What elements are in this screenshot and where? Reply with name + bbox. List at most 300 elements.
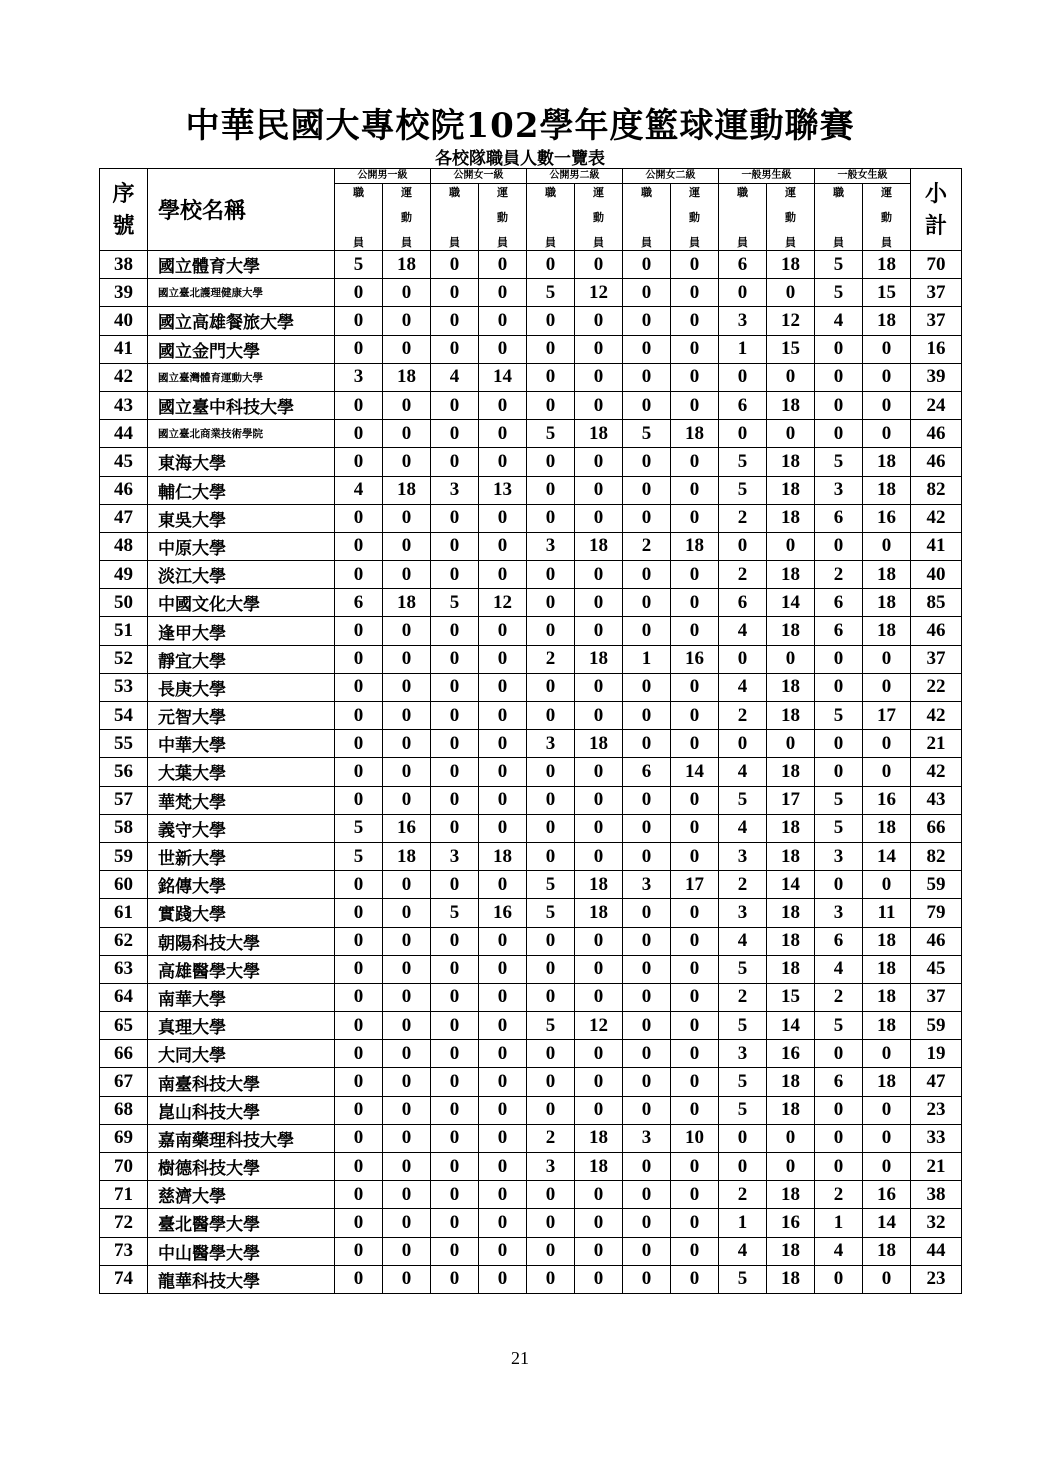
count-cell: 18: [863, 983, 911, 1011]
count-cell: 0: [479, 1040, 527, 1068]
count-cell: 0: [527, 504, 575, 532]
count-cell: 0: [527, 786, 575, 814]
count-cell: 0: [623, 251, 671, 279]
row-total: 16: [911, 335, 962, 363]
school-name: 國立臺北商業技術學院: [148, 420, 335, 448]
table-row: [100, 251, 962, 279]
count-cell: 0: [575, 307, 623, 335]
count-cell: 0: [767, 1153, 815, 1181]
header-athlete: 運 動 員: [671, 184, 719, 251]
count-cell: 0: [719, 1153, 767, 1181]
count-cell: 2: [719, 504, 767, 532]
count-cell: 14: [479, 363, 527, 391]
header-staff: 職 員: [335, 184, 383, 251]
count-cell: 0: [479, 955, 527, 983]
table-row: [100, 363, 962, 391]
school-name: 國立高雄餐旅大學: [148, 307, 335, 335]
count-cell: 0: [671, 814, 719, 842]
count-cell: 0: [335, 673, 383, 701]
count-cell: 0: [671, 786, 719, 814]
count-cell: 0: [575, 983, 623, 1011]
count-cell: 2: [719, 1181, 767, 1209]
count-cell: 5: [719, 786, 767, 814]
count-cell: 0: [383, 279, 431, 307]
count-cell: 0: [431, 1265, 479, 1293]
count-cell: 0: [383, 1096, 431, 1124]
table-row: [100, 1153, 962, 1181]
count-cell: 0: [575, 448, 623, 476]
row-total: 59: [911, 1012, 962, 1040]
count-cell: 0: [479, 758, 527, 786]
count-cell: 0: [863, 730, 911, 758]
count-cell: 5: [815, 814, 863, 842]
school-name: 高雄醫學大學: [148, 955, 335, 983]
count-cell: 18: [767, 814, 815, 842]
count-cell: 18: [863, 476, 911, 504]
count-cell: 2: [719, 702, 767, 730]
count-cell: 4: [719, 673, 767, 701]
row-seq: 42: [100, 363, 148, 391]
count-cell: 2: [719, 561, 767, 589]
count-cell: 0: [431, 927, 479, 955]
count-cell: 0: [383, 673, 431, 701]
row-total: 32: [911, 1209, 962, 1237]
school-name: 南臺科技大學: [148, 1068, 335, 1096]
row-total: 59: [911, 871, 962, 899]
count-cell: 11: [863, 899, 911, 927]
header-group: 一般女生級: [815, 169, 911, 184]
school-name: 東海大學: [148, 448, 335, 476]
school-name: 國立臺中科技大學: [148, 391, 335, 419]
count-cell: 0: [335, 279, 383, 307]
count-cell: 0: [335, 1068, 383, 1096]
count-cell: 0: [815, 1040, 863, 1068]
school-name: 嘉南藥理科技大學: [148, 1124, 335, 1152]
count-cell: 0: [671, 335, 719, 363]
count-cell: 0: [383, 391, 431, 419]
count-cell: 0: [479, 814, 527, 842]
count-cell: 4: [719, 814, 767, 842]
count-cell: 0: [335, 420, 383, 448]
count-cell: 0: [671, 561, 719, 589]
count-cell: 0: [575, 504, 623, 532]
count-cell: 0: [575, 1068, 623, 1096]
count-cell: 0: [671, 673, 719, 701]
count-cell: 3: [623, 1124, 671, 1152]
count-cell: 0: [527, 589, 575, 617]
count-cell: 4: [719, 1237, 767, 1265]
table-row: [100, 730, 962, 758]
count-cell: 6: [719, 589, 767, 617]
count-cell: 0: [479, 645, 527, 673]
count-cell: 0: [431, 1068, 479, 1096]
table-row: [100, 786, 962, 814]
count-cell: 16: [767, 1040, 815, 1068]
count-cell: 0: [431, 561, 479, 589]
count-cell: 3: [527, 730, 575, 758]
count-cell: 0: [335, 1096, 383, 1124]
count-cell: 18: [767, 927, 815, 955]
count-cell: 0: [479, 1068, 527, 1096]
count-cell: 4: [719, 758, 767, 786]
count-cell: 0: [815, 1096, 863, 1124]
count-cell: 0: [431, 504, 479, 532]
school-name: 中山醫學大學: [148, 1237, 335, 1265]
count-cell: 6: [335, 589, 383, 617]
count-cell: 0: [479, 1237, 527, 1265]
count-cell: 5: [335, 842, 383, 870]
table-row: [100, 955, 962, 983]
count-cell: 18: [767, 955, 815, 983]
row-seq: 60: [100, 871, 148, 899]
header-staff: 職 員: [623, 184, 671, 251]
count-cell: 0: [335, 730, 383, 758]
count-cell: 0: [431, 1040, 479, 1068]
count-cell: 0: [767, 420, 815, 448]
row-total: 44: [911, 1237, 962, 1265]
row-total: 41: [911, 532, 962, 560]
count-cell: 18: [863, 448, 911, 476]
header-seq: 序 號: [100, 169, 148, 251]
count-cell: 17: [767, 786, 815, 814]
count-cell: 3: [335, 363, 383, 391]
count-cell: 18: [767, 476, 815, 504]
row-seq: 38: [100, 251, 148, 279]
count-cell: 0: [623, 1265, 671, 1293]
table-row: [100, 1012, 962, 1040]
count-cell: 0: [431, 1153, 479, 1181]
count-cell: 0: [527, 927, 575, 955]
count-cell: 0: [671, 251, 719, 279]
count-cell: 18: [767, 1181, 815, 1209]
row-seq: 54: [100, 702, 148, 730]
count-cell: 0: [863, 420, 911, 448]
row-seq: 49: [100, 561, 148, 589]
school-name: 國立體育大學: [148, 251, 335, 279]
count-cell: 18: [575, 645, 623, 673]
row-total: 38: [911, 1181, 962, 1209]
count-cell: 0: [431, 702, 479, 730]
header-group: 公開女二級: [623, 169, 719, 184]
count-cell: 0: [527, 1265, 575, 1293]
count-cell: 5: [815, 448, 863, 476]
count-cell: 0: [335, 758, 383, 786]
count-cell: 0: [431, 307, 479, 335]
count-cell: 0: [863, 673, 911, 701]
count-cell: 0: [623, 955, 671, 983]
count-cell: 0: [623, 1012, 671, 1040]
row-total: 82: [911, 476, 962, 504]
count-cell: 18: [383, 842, 431, 870]
school-name: 朝陽科技大學: [148, 927, 335, 955]
count-cell: 0: [623, 842, 671, 870]
row-total: 37: [911, 983, 962, 1011]
count-cell: 0: [671, 307, 719, 335]
count-cell: 0: [623, 1181, 671, 1209]
count-cell: 0: [575, 673, 623, 701]
count-cell: 18: [767, 842, 815, 870]
count-cell: 0: [335, 561, 383, 589]
count-cell: 15: [863, 279, 911, 307]
count-cell: 0: [671, 1068, 719, 1096]
count-cell: 0: [479, 307, 527, 335]
document-title: 中華民國大專校院102學年度籃球運動聯賽: [185, 106, 855, 146]
school-name: 樹德科技大學: [148, 1153, 335, 1181]
count-cell: 0: [527, 814, 575, 842]
count-cell: 0: [671, 617, 719, 645]
row-seq: 48: [100, 532, 148, 560]
table-row: [100, 335, 962, 363]
count-cell: 0: [335, 927, 383, 955]
header-group: 一般男生級: [719, 169, 815, 184]
count-cell: 0: [719, 1124, 767, 1152]
count-cell: 2: [623, 532, 671, 560]
count-cell: 18: [767, 391, 815, 419]
row-seq: 63: [100, 955, 148, 983]
row-total: 39: [911, 363, 962, 391]
count-cell: 0: [479, 504, 527, 532]
count-cell: 0: [623, 814, 671, 842]
count-cell: 0: [815, 420, 863, 448]
count-cell: 2: [815, 983, 863, 1011]
table-row: [100, 561, 962, 589]
count-cell: 0: [623, 504, 671, 532]
count-cell: 14: [863, 1209, 911, 1237]
row-total: 85: [911, 589, 962, 617]
count-cell: 0: [815, 1153, 863, 1181]
count-cell: 6: [815, 589, 863, 617]
header-total: 小 計: [911, 169, 962, 251]
count-cell: 0: [623, 1096, 671, 1124]
count-cell: 0: [431, 1209, 479, 1237]
count-cell: 0: [479, 335, 527, 363]
count-cell: 18: [863, 927, 911, 955]
row-total: 43: [911, 786, 962, 814]
count-cell: 0: [527, 617, 575, 645]
count-cell: 0: [431, 1237, 479, 1265]
count-cell: 6: [815, 1068, 863, 1096]
count-cell: 0: [479, 420, 527, 448]
count-cell: 0: [479, 617, 527, 645]
count-cell: 18: [575, 1124, 623, 1152]
count-cell: 0: [575, 702, 623, 730]
header-staff: 職 員: [719, 184, 767, 251]
table-row: [100, 279, 962, 307]
count-cell: 18: [383, 589, 431, 617]
count-cell: 0: [383, 335, 431, 363]
count-cell: 0: [527, 955, 575, 983]
count-cell: 0: [383, 730, 431, 758]
count-cell: 0: [383, 1124, 431, 1152]
school-name: 中華大學: [148, 730, 335, 758]
count-cell: 0: [335, 1209, 383, 1237]
row-total: 46: [911, 420, 962, 448]
count-cell: 0: [863, 1153, 911, 1181]
table-row: [100, 420, 962, 448]
count-cell: 0: [431, 420, 479, 448]
row-total: 46: [911, 448, 962, 476]
count-cell: 0: [815, 730, 863, 758]
count-cell: 0: [335, 617, 383, 645]
count-cell: 0: [479, 1096, 527, 1124]
count-cell: 0: [383, 1181, 431, 1209]
row-seq: 70: [100, 1153, 148, 1181]
count-cell: 0: [479, 1265, 527, 1293]
row-total: 21: [911, 1153, 962, 1181]
row-seq: 58: [100, 814, 148, 842]
count-cell: 0: [383, 617, 431, 645]
count-cell: 0: [527, 1209, 575, 1237]
count-cell: 5: [527, 871, 575, 899]
count-cell: 18: [863, 1237, 911, 1265]
row-seq: 44: [100, 420, 148, 448]
header-group: 公開女一級: [431, 169, 527, 184]
count-cell: 0: [383, 702, 431, 730]
count-cell: 4: [431, 363, 479, 391]
count-cell: 5: [719, 1012, 767, 1040]
count-cell: 0: [335, 871, 383, 899]
school-name: 慈濟大學: [148, 1181, 335, 1209]
count-cell: 2: [719, 871, 767, 899]
count-cell: 0: [383, 307, 431, 335]
count-cell: 0: [479, 702, 527, 730]
count-cell: 0: [383, 1040, 431, 1068]
count-cell: 6: [623, 758, 671, 786]
count-cell: 0: [575, 842, 623, 870]
row-total: 37: [911, 279, 962, 307]
count-cell: 3: [623, 871, 671, 899]
count-cell: 0: [527, 1040, 575, 1068]
count-cell: 0: [335, 983, 383, 1011]
count-cell: 0: [671, 955, 719, 983]
school-name: 國立臺北護理健康大學: [148, 279, 335, 307]
count-cell: 0: [335, 307, 383, 335]
count-cell: 0: [671, 1181, 719, 1209]
row-total: 42: [911, 504, 962, 532]
count-cell: 0: [575, 476, 623, 504]
table-row: [100, 899, 962, 927]
count-cell: 6: [719, 391, 767, 419]
school-name: 中國文化大學: [148, 589, 335, 617]
row-total: 37: [911, 645, 962, 673]
count-cell: 0: [623, 363, 671, 391]
count-cell: 0: [335, 532, 383, 560]
count-cell: 12: [767, 307, 815, 335]
count-cell: 0: [671, 1040, 719, 1068]
row-total: 82: [911, 842, 962, 870]
school-name: 義守大學: [148, 814, 335, 842]
count-cell: 0: [335, 1265, 383, 1293]
count-cell: 0: [671, 1096, 719, 1124]
count-cell: 2: [719, 983, 767, 1011]
count-cell: 18: [863, 617, 911, 645]
header-staff: 職 員: [527, 184, 575, 251]
count-cell: 0: [527, 335, 575, 363]
count-cell: 5: [815, 251, 863, 279]
count-cell: 0: [623, 1237, 671, 1265]
count-cell: 5: [527, 279, 575, 307]
count-cell: 3: [815, 842, 863, 870]
count-cell: 4: [719, 927, 767, 955]
school-name: 華梵大學: [148, 786, 335, 814]
count-cell: 3: [719, 899, 767, 927]
count-cell: 5: [719, 955, 767, 983]
row-seq: 73: [100, 1237, 148, 1265]
row-total: 70: [911, 251, 962, 279]
count-cell: 0: [575, 814, 623, 842]
row-seq: 59: [100, 842, 148, 870]
count-cell: 1: [719, 335, 767, 363]
count-cell: 0: [671, 589, 719, 617]
count-cell: 0: [335, 335, 383, 363]
count-cell: 18: [767, 1096, 815, 1124]
count-cell: 0: [863, 391, 911, 419]
count-cell: 0: [575, 391, 623, 419]
count-cell: 18: [767, 561, 815, 589]
count-cell: 3: [815, 476, 863, 504]
school-name: 國立臺灣體育運動大學: [148, 363, 335, 391]
count-cell: 0: [383, 504, 431, 532]
header-athlete: 運 動 員: [575, 184, 623, 251]
row-total: 42: [911, 702, 962, 730]
count-cell: 0: [575, 758, 623, 786]
count-cell: 0: [527, 1068, 575, 1096]
count-cell: 0: [383, 1012, 431, 1040]
count-cell: 0: [431, 1012, 479, 1040]
table-row: [100, 1040, 962, 1068]
count-cell: 2: [527, 645, 575, 673]
count-cell: 0: [431, 758, 479, 786]
count-cell: 0: [623, 589, 671, 617]
count-cell: 0: [479, 532, 527, 560]
count-cell: 0: [431, 983, 479, 1011]
count-cell: 5: [719, 476, 767, 504]
count-cell: 0: [623, 1068, 671, 1096]
table-row: [100, 673, 962, 701]
table-row: [100, 927, 962, 955]
count-cell: 0: [863, 1040, 911, 1068]
table-row: [100, 871, 962, 899]
count-cell: 0: [671, 363, 719, 391]
count-cell: 0: [623, 927, 671, 955]
count-cell: 0: [575, 1265, 623, 1293]
count-cell: 0: [431, 730, 479, 758]
table-row: [100, 1068, 962, 1096]
row-seq: 74: [100, 1265, 148, 1293]
row-total: 42: [911, 758, 962, 786]
count-cell: 0: [623, 983, 671, 1011]
school-name: 實踐大學: [148, 899, 335, 927]
count-cell: 0: [623, 391, 671, 419]
count-cell: 18: [767, 448, 815, 476]
count-cell: 0: [335, 645, 383, 673]
row-total: 37: [911, 307, 962, 335]
count-cell: 0: [575, 251, 623, 279]
count-cell: 0: [335, 899, 383, 927]
row-total: 66: [911, 814, 962, 842]
count-cell: 5: [815, 1012, 863, 1040]
count-cell: 0: [383, 758, 431, 786]
count-cell: 5: [719, 1265, 767, 1293]
count-cell: 18: [383, 251, 431, 279]
count-cell: 0: [383, 871, 431, 899]
header-athlete: 運 動 員: [479, 184, 527, 251]
count-cell: 0: [863, 335, 911, 363]
count-cell: 0: [431, 617, 479, 645]
table-row: [100, 504, 962, 532]
count-cell: 0: [527, 758, 575, 786]
count-cell: 18: [863, 814, 911, 842]
